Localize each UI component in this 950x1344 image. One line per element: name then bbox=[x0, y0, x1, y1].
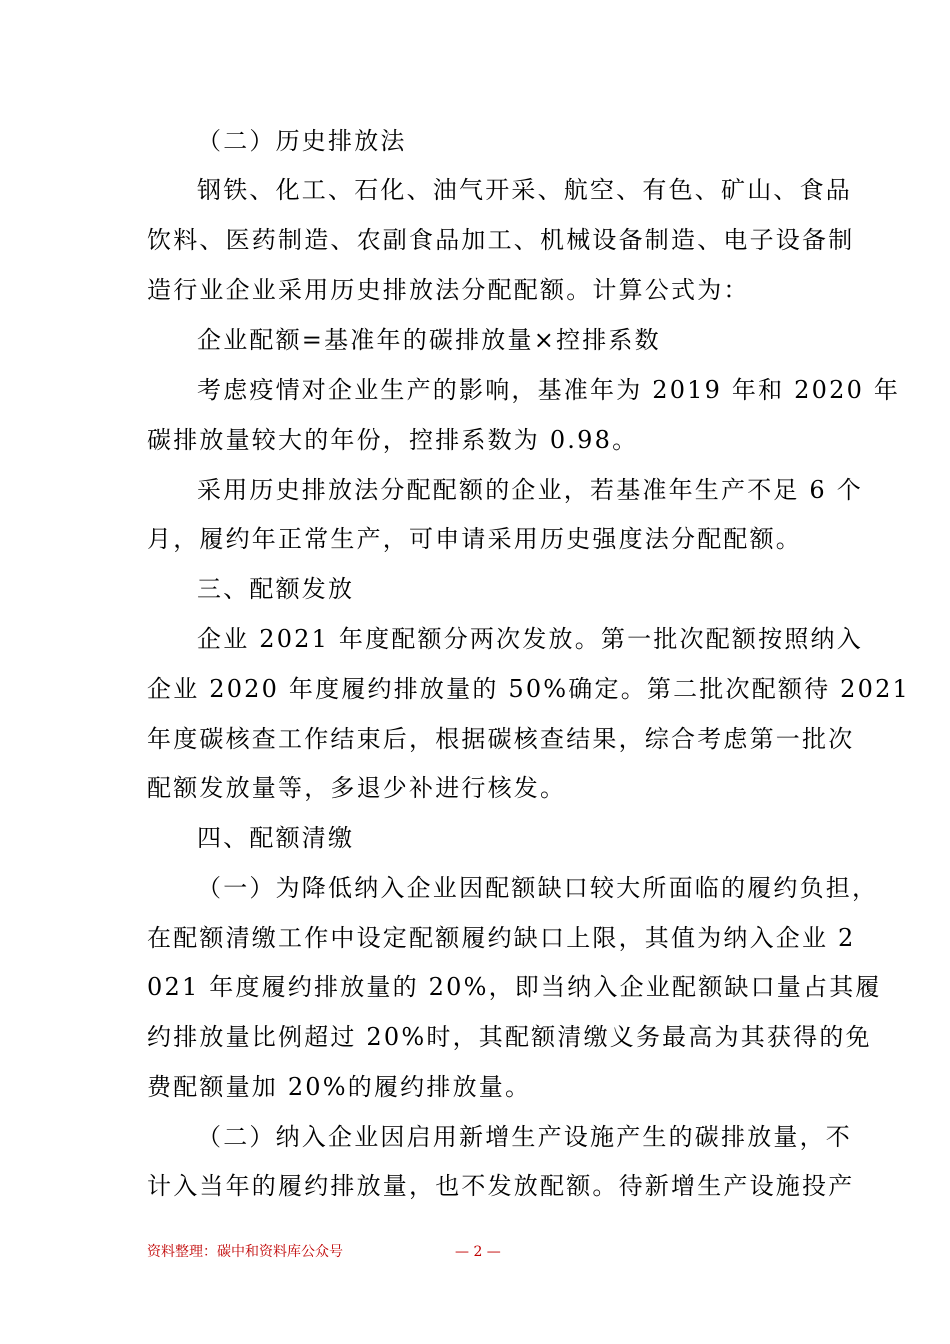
paragraph-line: 约排放量比例超过 20%时，其配额清缴义务最高为其获得的免 bbox=[147, 1023, 872, 1051]
paragraph-line: 企业 2021 年度配额分两次发放。第一批次配额按照纳入 bbox=[197, 625, 863, 653]
paragraph-line: 月，履约年正常生产，可申请采用历史强度法分配配额。 bbox=[147, 525, 802, 553]
paragraph-line: 费配额量加 20%的履约排放量。 bbox=[147, 1073, 532, 1101]
paragraph-line: 配额发放量等，多退少补进行核发。 bbox=[147, 774, 567, 802]
formula-line: 企业配额=基准年的碳排放量×控排系数 bbox=[197, 326, 661, 354]
paragraph-line: 考虑疫情对企业生产的影响，基准年为 2019 年和 2020 年 bbox=[197, 376, 901, 404]
paragraph-line: （一）为降低纳入企业因配额缺口较大所面临的履约负担， bbox=[197, 874, 879, 902]
paragraph-line: （二）纳入企业因启用新增生产设施产生的碳排放量，不 bbox=[197, 1123, 852, 1151]
paragraph-line: 钢铁、化工、石化、油气开采、航空、有色、矿山、食品 bbox=[197, 176, 852, 204]
paragraph-line: 年度碳核查工作结束后，根据碳核查结果，综合考虑第一批次 bbox=[147, 725, 855, 753]
paragraph-line: 造行业企业采用历史排放法分配配额。计算公式为： bbox=[147, 276, 750, 304]
paragraph-line: 021 年度履约排放量的 20%，即当纳入企业配额缺口量占其履 bbox=[147, 973, 882, 1001]
paragraph-line: 碳排放量较大的年份，控排系数为 0.98。 bbox=[147, 426, 639, 454]
paragraph-line: 采用历史排放法分配配额的企业，若基准年生产不足 6 个 bbox=[197, 476, 863, 504]
section-heading-allowance-issuance: 三、配额发放 bbox=[197, 575, 355, 603]
page-number: — 2 — bbox=[455, 1244, 501, 1260]
paragraph-line: 企业 2020 年度履约排放量的 50%确定。第二批次配额待 2021 bbox=[147, 675, 911, 703]
footer-source-note: 资料整理：碳中和资料库公众号 bbox=[147, 1244, 343, 1260]
paragraph-line: 计入当年的履约排放量，也不发放配额。待新增生产设施投产 bbox=[147, 1172, 855, 1200]
paragraph-line: 在配额清缴工作中设定配额履约缺口上限，其值为纳入企业 2 bbox=[147, 924, 856, 952]
section-heading-allowance-surrender: 四、配额清缴 bbox=[197, 824, 355, 852]
paragraph-line: 饮料、医药制造、农副食品加工、机械设备制造、电子设备制 bbox=[147, 226, 855, 254]
section-heading-historical-emission-method: （二）历史排放法 bbox=[197, 127, 407, 155]
